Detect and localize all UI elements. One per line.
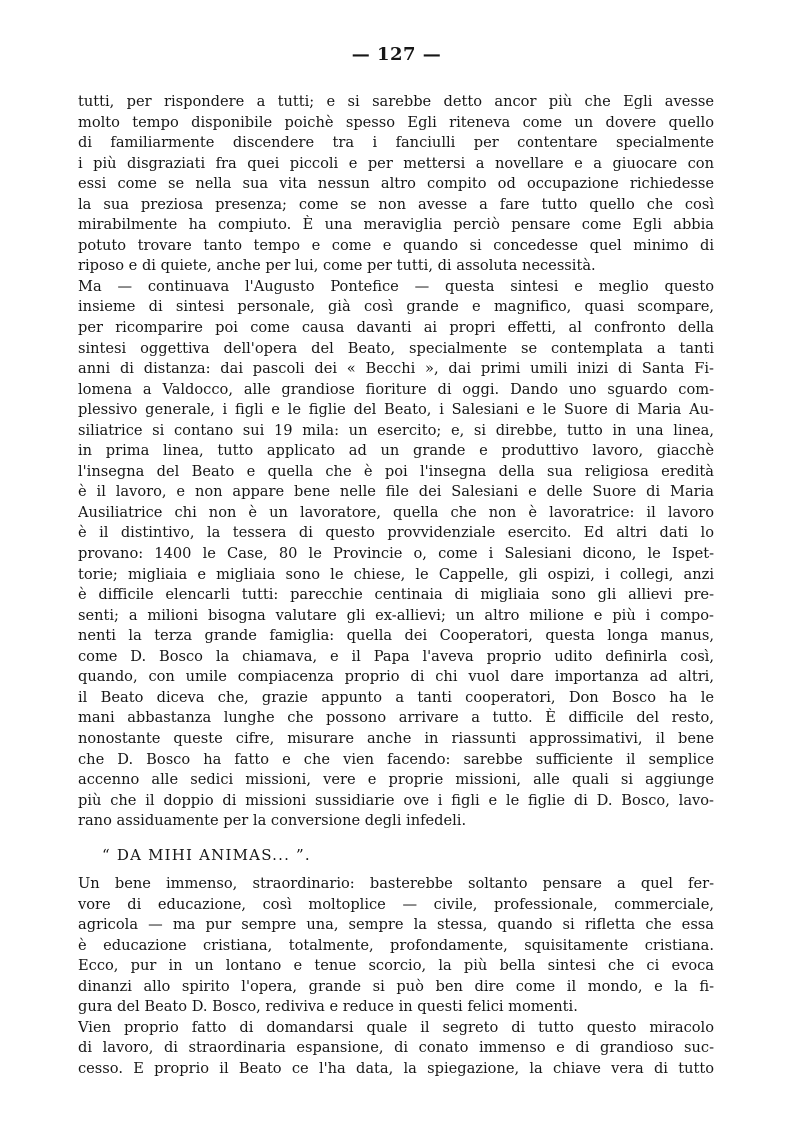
- text-line: riposo e di quiete, anche per lui, come per tutti, di assoluta necessità.: [78, 257, 596, 275]
- text-line: Ausiliatrice chi non è un lavoratore, quella che non è lavoratrice: il lavoro: [78, 503, 714, 521]
- text-line: plessivo generale, i figli e le figlie del Beato, i Salesiani e le Suore di Maria Au-: [78, 401, 714, 419]
- text-line: è il distintivo, la tessera di questo provvidenziale esercito. Ed altri dati lo: [78, 524, 714, 542]
- text-line: è educazione cristiana, totalmente, profondamente, squisitamente cristiana.: [78, 936, 714, 954]
- text-line: di familiarmente discendere tra i fanciulli per contentare specialmente: [78, 134, 714, 152]
- text-line: l'insegna del Beato e quella che è poi l'insegna della sua religiosa eredità: [78, 462, 714, 480]
- text-line: gura del Beato D. Bosco, rediviva e reduce in questi felici momenti.: [78, 998, 578, 1016]
- text-line: molto tempo disponibile poichè spesso Egli riteneva come un dovere quello: [78, 113, 714, 131]
- text-line: in prima linea, tutto applicato ad un grande e produttivo lavoro, giacchè: [78, 442, 714, 460]
- text-line: che D. Bosco ha fatto e che vien facendo: sarebbe sufficiente il semplice: [78, 750, 714, 768]
- text-line: sintesi oggettiva dell'opera del Beato, specialmente se contemplata a tanti: [78, 339, 714, 357]
- text-line: vore di educazione, così moltoplice — civile, professionale, commerciale,: [78, 895, 714, 913]
- section-heading: “ DA MIHI ANIMAS... ”.: [102, 846, 311, 864]
- text-line: i più disgraziati fra quei piccoli e per mettersi a novellare e a giuocare con: [78, 154, 714, 172]
- text-line: Ma — continuava l'Augusto Pontefice — questa sintesi e meglio questo: [78, 277, 714, 295]
- text-line: agricola — ma pur sempre una, sempre la stessa, quando si rifletta che essa: [78, 916, 714, 934]
- text-line: insieme di sintesi personale, già così grande e magnifico, quasi scompare,: [78, 298, 714, 316]
- text-line: senti; a milioni bisogna valutare gli ex-allievi; un altro milione e più i compo-: [78, 606, 714, 624]
- text-block-secondary: [78, 874, 714, 1079]
- text-line: la sua preziosa presenza; come se non avesse a fare tutto quello che così: [78, 195, 714, 213]
- page-number: — 127 —: [351, 44, 442, 65]
- text-line: di lavoro, di straordinaria espansione, di conato immenso e di grandioso suc-: [78, 1039, 714, 1057]
- text-line: per ricomparire poi come causa davanti ai propri effetti, al confronto della: [78, 319, 714, 337]
- text-line: anni di distanza: dai pascoli dei « Becchi », dai primi umili inizi di Santa Fi-: [78, 360, 714, 378]
- text-line: provano: 1400 le Case, 80 le Provincie o, come i Salesiani dicono, le Ispet-: [78, 545, 714, 563]
- text-line: nonostante queste cifre, misurare anche in riassunti approssimativi, il bene: [78, 729, 714, 747]
- text-line: mirabilmente ha compiuto. È una meraviglia perciò pensare come Egli abbia: [78, 216, 714, 234]
- text-line: Ecco, pur in un lontano e tenue scorcio, la più bella sintesi che ci evoca: [78, 957, 714, 975]
- text-line: tutti, per rispondere a tutti; e si sarebbe detto ancor più che Egli avesse: [78, 93, 714, 110]
- text-line: più che il doppio di missioni sussidiarie ove i figli e le figlie di D. Bosco, lavo-: [78, 791, 714, 809]
- text-line: cesso. E proprio il Beato ce l'ha data, la spiegazione, la chiave vera di tutto: [78, 1059, 714, 1077]
- text-line: dinanzi allo spirito l'opera, grande si può ben dire come il mondo, e la fi-: [78, 977, 714, 995]
- text-block-main: [78, 92, 714, 832]
- text-line: rano assiduamente per la conversione degli infedeli.: [78, 812, 467, 830]
- text-line: torie; migliaia e migliaia sono le chiese, le Cappelle, gli ospizi, i collegi, anzi: [78, 565, 714, 583]
- text-line: potuto trovare tanto tempo e come e quando si concedesse quel minimo di: [78, 236, 714, 254]
- text-line: Vien proprio fatto di domandarsi quale il segreto di tutto questo miracolo: [78, 1018, 714, 1036]
- text-line: come D. Bosco la chiamava, e il Papa l'aveva proprio udito definirla così,: [78, 647, 714, 665]
- text-line: Un bene immenso, straordinario: basterebbe soltanto pensare a quel fer-: [78, 875, 714, 892]
- text-line: mani abbastanza lunghe che possono arrivare a tutto. È difficile del resto,: [78, 709, 714, 727]
- text-line: il Beato diceva che, grazie appunto a tanti cooperatori, Don Bosco ha le: [78, 688, 714, 706]
- text-line: accenno alle sedici missioni, vere e proprie missioni, alle quali si aggiunge: [78, 771, 714, 789]
- text-line: lomena a Valdocco, alle grandiose fioriture di oggi. Dando uno sguardo com-: [78, 380, 714, 398]
- text-line: nenti la terza grande famiglia: quella dei Cooperatori, questa longa manus,: [78, 627, 714, 645]
- text-line: è il lavoro, e non appare bene nelle file dei Salesiani e delle Suore di Maria: [78, 483, 714, 501]
- text-line: siliatrice si contano sui 19 mila: un esercito; e, si direbbe, tutto in una linea,: [78, 421, 714, 439]
- text-line: quando, con umile compiacenza proprio di chi vuol dare importanza ad altri,: [78, 668, 714, 686]
- text-line: è difficile elencarli tutti: parecchie centinaia di migliaia sono gli allievi pre-: [78, 586, 714, 604]
- text-line: essi come se nella sua vita nessun altro compito od occupazione richiedesse: [78, 175, 714, 193]
